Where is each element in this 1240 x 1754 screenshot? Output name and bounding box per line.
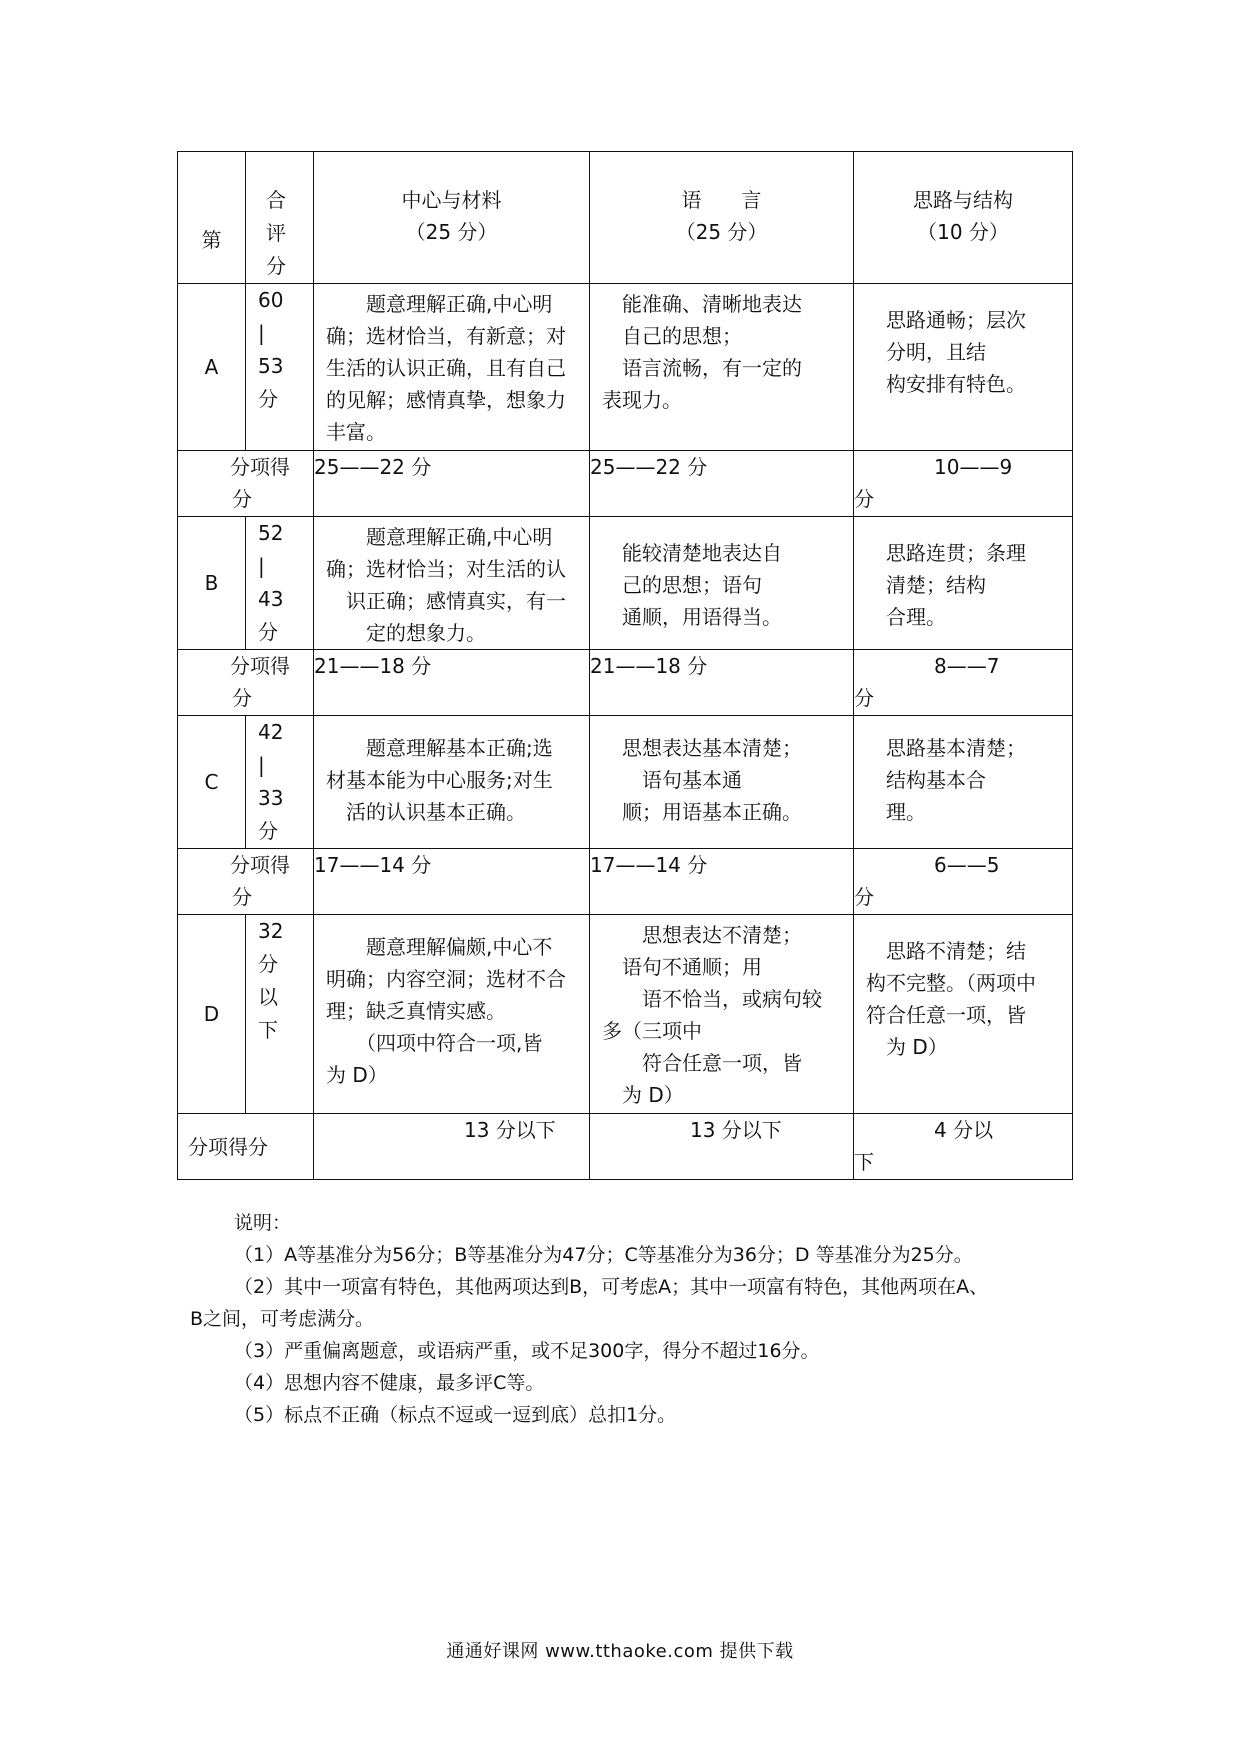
sub-score-language: 25——22 分: [590, 451, 854, 517]
sub-score-structure: 4 分以 下: [854, 1114, 1073, 1180]
grade-row-a: [178, 284, 1073, 451]
sub-score-language: 17——14 分: [590, 849, 854, 915]
grade-label: B: [178, 517, 246, 650]
sub-score-structure: 8——7 分: [854, 650, 1073, 716]
sub-score-label: 分项得 分: [178, 650, 314, 716]
grade-row-d: [178, 915, 1073, 1114]
grade-label: C: [178, 716, 246, 849]
header-col-structure: 思路与结构 （10 分）: [854, 152, 1073, 284]
sub-score-row-c: [178, 849, 1073, 915]
score-range: 32 分 以 下: [246, 915, 314, 1114]
note-item: （4）思想内容不健康，最多评C等。: [234, 1372, 545, 1394]
note-item: （1）A等基准分为56分；B等基准分为47分；C等基准分为36分；D 等基准分为25分。: [234, 1244, 973, 1266]
sub-score-content: 21——18 分: [314, 650, 590, 716]
note-item: B之间，可考虑满分。: [190, 1308, 375, 1330]
criteria-language: 能较清楚地表达自 己的思想；语句 通顺，用语得当。: [590, 517, 854, 650]
header-col-score: 合 评 分: [246, 152, 314, 284]
sub-score-label: 分项得 分: [178, 849, 314, 915]
criteria-structure: 思路通畅；层次 分明，且结 构安排有特色。: [854, 284, 1073, 451]
criteria-language: 思想表达基本清楚； 语句基本通 顺；用语基本正确。: [590, 716, 854, 849]
criteria-language: 能准确、清晰地表达 自己的思想； 语言流畅，有一定的 表现力。: [590, 284, 854, 451]
sub-score-content: 17——14 分: [314, 849, 590, 915]
criteria-structure: 思路基本清楚； 结构基本合 理。: [854, 716, 1073, 849]
sub-score-structure: 6——5 分: [854, 849, 1073, 915]
sub-score-row-d: [178, 1114, 1073, 1180]
header-col-language: 语 言 （25 分）: [590, 152, 854, 284]
criteria-language: 思想表达不清楚； 语句不通顺；用 语不恰当，或病句较 多（三项中 符合任意一项，皆 为 D）: [590, 915, 854, 1114]
sub-score-language: 21——18 分: [590, 650, 854, 716]
grade-row-c: [178, 716, 1073, 849]
grade-label: D: [178, 915, 246, 1114]
note-item: （5）标点不正确（标点不逗或一逗到底）总扣1分。: [234, 1404, 677, 1426]
criteria-content: 题意理解偏颇,中心不 明确；内容空洞；选材不合 理；缺乏真情实感。 （四项中符合一项,皆 为 D）: [314, 915, 590, 1114]
notes-title: 说明：: [234, 1212, 292, 1234]
criteria-content: 题意理解基本正确;选 材基本能为中心服务;对生 活的认识基本正确。: [314, 716, 590, 849]
sub-score-content: 25——22 分: [314, 451, 590, 517]
score-range: 60 | 53 分: [246, 284, 314, 451]
criteria-structure: 思路不清楚；结 构不完整。（两项中 符合任意一项，皆 为 D）: [854, 915, 1073, 1114]
note-item: （2）其中一项富有特色，其他两项达到B，可考虑A；其中一项富有特色，其他两项在A、: [234, 1276, 989, 1298]
header-col-content: 中心与材料 （25 分）: [314, 152, 590, 284]
sub-score-row-b: [178, 650, 1073, 716]
footer-source: 通通好课网 www.tthaoke.com 提供下载: [446, 1641, 794, 1662]
criteria-content: 题意理解正确,中心明 确；选材恰当；对生活的认 识正确；感情真实，有一 定的想象力。: [314, 517, 590, 650]
sub-score-row-a: [178, 451, 1073, 517]
criteria-structure: 思路连贯；条理 清楚；结构 合理。: [854, 517, 1073, 650]
scoring-rubric-table: [177, 151, 1073, 1180]
sub-score-label: 分项得 分: [178, 451, 314, 517]
note-item: （3）严重偏离题意，或语病严重，或不足300字，得分不超过16分。: [234, 1340, 820, 1362]
notes-section: [190, 1207, 1070, 1431]
score-range: 42 | 33 分: [246, 716, 314, 849]
criteria-content: 题意理解正确,中心明 确；选材恰当，有新意；对 生活的认识正确，且有自己 的见解；感情真挚，想象力 丰富。: [314, 284, 590, 451]
sub-score-content: 13 分以下: [314, 1114, 590, 1180]
grade-row-b: [178, 517, 1073, 650]
grade-label: A: [178, 284, 246, 451]
header-col-grade: 第: [178, 152, 246, 284]
header-row: [178, 152, 1073, 284]
sub-score-label: 分项得分: [178, 1114, 314, 1180]
sub-score-structure: 10——9 分: [854, 451, 1073, 517]
score-range: 52 | 43 分: [246, 517, 314, 650]
sub-score-language: 13 分以下: [590, 1114, 854, 1180]
